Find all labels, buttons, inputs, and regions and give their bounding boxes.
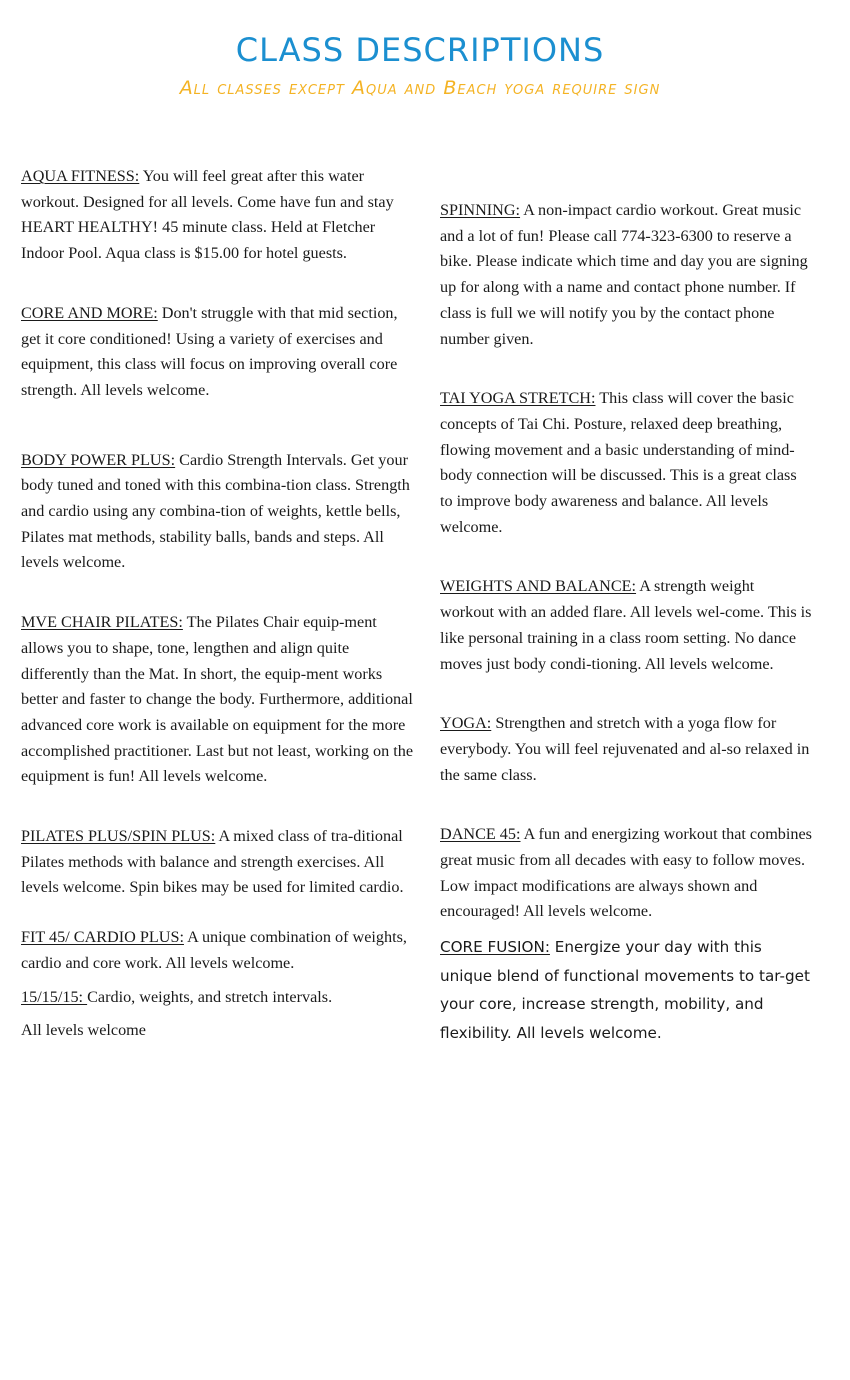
- class-description-mve-chair-pilates: The Pilates Chair equip-ment allows you to shape, tone, lengthen and align quite differently than the Mat. In short, the equip-ment works better and faster to change the body. Furthermore, additional advanced core work is available on equipment for the more accomplished practitioner. Last but not least, working on the equipment is fun! All levels welcome.: [21, 613, 414, 786]
- class-entry-mve-chair-pilates: [21, 610, 421, 790]
- class-name-aqua-fitness: AQUA FITNESS:: [21, 167, 140, 185]
- class-name-fit-45-cardio-plus: FIT 45/ CARDIO PLUS:: [21, 928, 184, 947]
- class-entry-body-power-plus: [21, 448, 421, 577]
- class-entry-core-fusion: [440, 933, 812, 1047]
- class-entry-pilates-plus-spin-plus: [21, 824, 421, 901]
- class-name-core-and-more: CORE AND MORE:: [21, 303, 158, 322]
- class-name-spinning: SPINNING:: [440, 201, 521, 219]
- page-title: CLASS DESCRIPTIONS: [235, 31, 605, 69]
- class-entry-core-and-more: [21, 301, 421, 404]
- class-description-spinning: A non-impact cardio workout. Great music and a lot of fun! Please call 774-323-6300 to reserve a bike. Please indicate which time and day you are signing up for along with a name and contact phone number. If class is full we will notify you by the contact phone number given.: [440, 201, 808, 348]
- class-name-mve-chair-pilates: MVE CHAIR PILATES:: [21, 613, 183, 632]
- class-entry-15-15-15: [21, 985, 421, 1011]
- class-description-yoga: Strengthen and stretch with a yoga flow for everybody. You will feel rejuvenated and al-so relaxed in the same class.: [440, 714, 810, 784]
- class-name-weights-and-balance: WEIGHTS AND BALANCE:: [440, 577, 637, 596]
- page-subtitle: All classes except Aqua and Beach yoga require sign: [179, 77, 661, 99]
- class-name-dance-45: DANCE 45:: [440, 825, 521, 844]
- class-name-core-fusion: CORE FUSION:: [440, 938, 550, 957]
- class-entry-yoga: [440, 711, 812, 788]
- class-description-weights-and-balance: A strength weight workout with an added flare. All levels wel-come. This is like personal training in a class room setting. No dance moves just body condi-tioning. All levels welcome.: [440, 577, 812, 673]
- class-name-15-15-15: 15/15/15:: [21, 987, 88, 1006]
- class-name-pilates-plus-spin-plus: PILATES PLUS/SPIN PLUS:: [21, 827, 216, 846]
- class-entry-dance-45: [440, 822, 812, 925]
- class-description-tai-yoga-stretch: This class will cover the basic concepts of Tai Chi. Posture, relaxed deep breathing, flowing movement and a basic understanding of mind-body connection will be discussed. This is a great class to improve body awareness and balance. All levels welcome.: [440, 389, 797, 536]
- class-description-aqua-fitness: You will feel great after this water workout. Designed for all levels. Come have fun and stay HEART HEALTHY! 45 minute class. Held at Fletcher Indoor Pool. Aqua class is $15.00 for hotel guests.: [21, 167, 394, 263]
- left-column: [21, 164, 421, 1044]
- class-entry-fit-45-cardio-plus: [21, 925, 421, 976]
- class-name-yoga: YOGA:: [440, 714, 492, 733]
- class-note-15-15-15: [21, 1018, 421, 1044]
- class-description-15-15-15: Cardio, weights, and stretch intervals.: [87, 987, 333, 1006]
- class-note-text-15-15-15: All levels welcome: [21, 1021, 146, 1040]
- class-entry-spinning: [440, 198, 812, 352]
- class-entry-tai-yoga-stretch: [440, 386, 812, 540]
- class-name-tai-yoga-stretch: TAI YOGA STRETCH:: [440, 389, 596, 408]
- class-description-core-fusion: Energize your day with this unique blend of functional movements to tar-get your core, increase strength, mobility, and flexibility. All levels welcome.: [440, 938, 810, 1042]
- right-column: [440, 198, 812, 1047]
- class-description-fit-45-cardio-plus: A unique combination of weights, cardio and core work. All levels welcome.: [21, 928, 407, 972]
- class-description-pilates-plus-spin-plus: A mixed class of tra-ditional Pilates methods with balance and strength exercises. All levels welcome. Spin bikes may be used for limited cardio.: [21, 827, 404, 897]
- class-description-body-power-plus: Cardio Strength Intervals. Get your body tuned and toned with this combina-tion class. Strength and cardio using any combina-tion of weights, kettle bells, Pilates mat methods, stability balls, bands and steps. All levels welcome.: [21, 450, 410, 572]
- class-description-core-and-more: Don't struggle with that mid section, get it core conditioned! Using a variety of exercises and equipment, this class will focus on improving overall core strength. All levels welcome.: [21, 303, 398, 399]
- class-description-dance-45: A fun and energizing workout that combines great music from all decades with easy to follow moves. Low impact modifications are always shown and encouraged! All levels welcome.: [440, 825, 812, 921]
- class-name-body-power-plus: BODY POWER PLUS:: [21, 450, 176, 469]
- class-entry-aqua-fitness: [21, 164, 421, 267]
- class-entry-weights-and-balance: [440, 574, 812, 677]
